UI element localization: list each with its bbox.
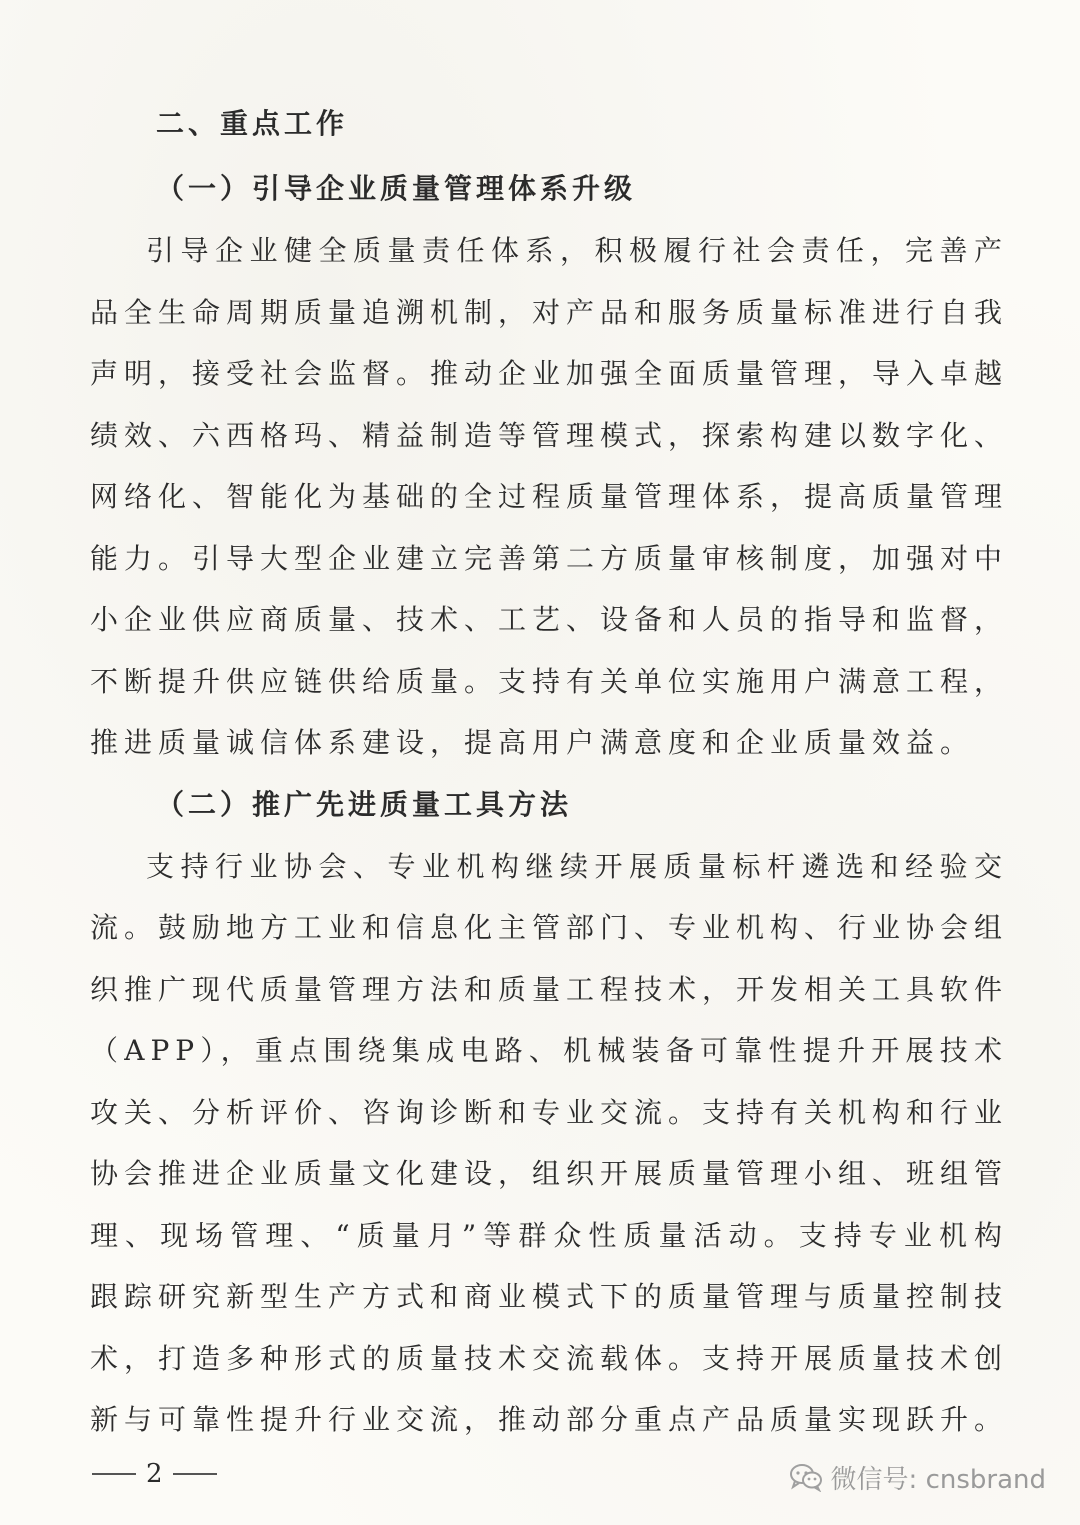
wechat-watermark (789, 1455, 1046, 1499)
subsection-heading: （二）推广先进质量工具方法 (156, 787, 573, 821)
dash-left (92, 1473, 136, 1475)
watermark-text: 微信号: cnsbrand (830, 1464, 1046, 1495)
subsection-1 (90, 158, 1008, 774)
wechat-icon (789, 1462, 823, 1492)
page-number-footer (92, 1452, 217, 1496)
subsection-heading: （一）引导企业质量管理体系升级 (156, 172, 637, 205)
subsection-2 (90, 774, 1008, 1451)
page-number: 2 (146, 1459, 163, 1489)
subsection-paragraph: 支持行业协会、专业机构继续开展质量标杆遴选和经验交流。鼓励地方工业和信息化主管部门、专业机构、行业协会组织推广现代质量管理方法和质量工程技术，开发相关工具软件（APP），重点围绕集成电路、机械装备可靠性提升开展技术攻关、分析评价、咨询诊断和专业交流。支持有关机构和行业协会推进企业质量文化建设，组织开展质量管理小组、班组管理、现场管理、“质量月”等群众性质量活动。支持专业机构跟踪研究新型生产方式和商业模式下的质量管理与质量控制技术，打造多种形式的质量技术交流载体。支持开展质量技术创新与可靠性提升行业交流，推动部分重点产品质量实现跃升。 (90, 849, 1009, 1436)
document-body (90, 96, 1008, 1451)
dash-right (173, 1473, 217, 1475)
subsection-paragraph: 引导企业健全质量责任体系，积极履行社会责任，完善产品全生命周期质量追溯机制，对产品和服务质量标准进行自我声明，接受社会监督。推动企业加强全面质量管理，导入卓越绩效、六西格玛、精益制造等管理模式，探索构建以数字化、网络化、智能化为基础的全过程质量管理体系，提高质量管理能力。引导大型企业建立完善第二方质量审核制度，加强对中小企业供应商质量、技术、工艺、设备和人员的指导和监督，不断提升供应链供给质量。支持有关单位实施用户满意工程，推进质量诚信体系建设，提高用户满意度和企业质量效益。 (90, 234, 1009, 759)
section-heading: 二、重点工作 (156, 107, 349, 140)
